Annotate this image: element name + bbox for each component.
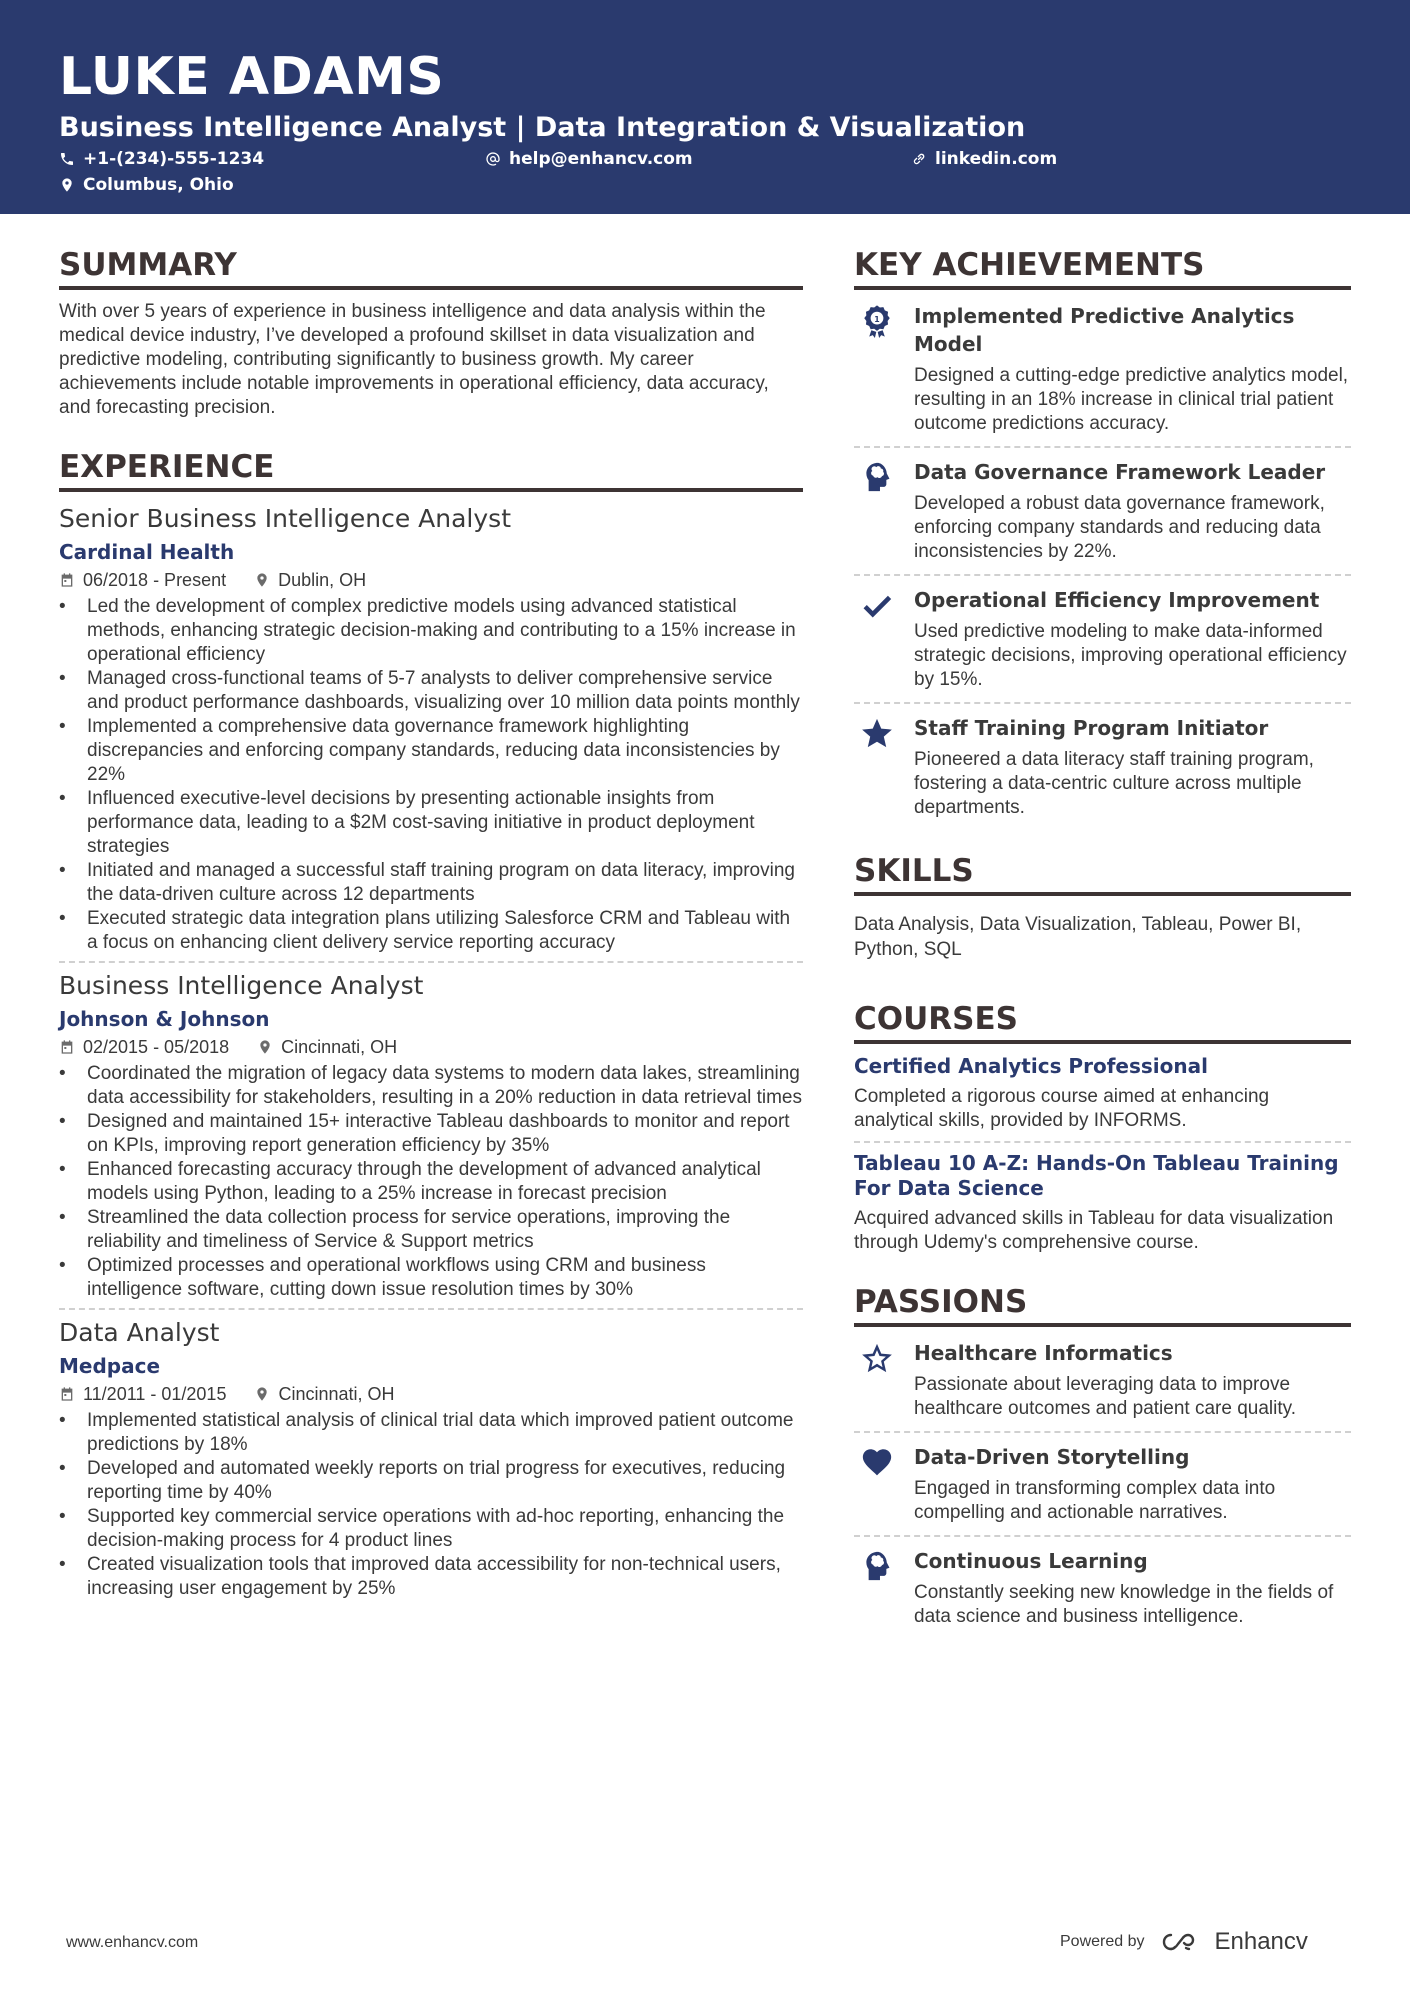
- job-bullet: • Implemented statistical analysis of clinical trial data which improved patient outcome predictions by 18%: [59, 1409, 803, 1457]
- job-location-text: Cincinnati, OH: [281, 1037, 398, 1057]
- experience-entry: [59, 502, 803, 963]
- achievement-body: [914, 586, 1351, 692]
- footer-website[interactable]: www.enhancv.com: [66, 1934, 199, 1951]
- phone-icon: [59, 151, 75, 167]
- experience-section: [59, 446, 803, 1601]
- achievement-item: [854, 292, 1351, 442]
- achievements-section: [854, 244, 1351, 826]
- passion-desc: Engaged in transforming complex data into compelling and actionable narratives.: [914, 1478, 1276, 1523]
- passions-title: PASSIONS: [854, 1281, 1351, 1327]
- job-dates: [59, 1381, 226, 1407]
- entry-divider: [59, 961, 803, 963]
- achievement-desc: Designed a cutting-edge predictive analytics model, resulting in an 18% increase in clinical trial patient outcome predictions accuracy.: [914, 365, 1349, 434]
- location-pin-icon: [59, 177, 75, 193]
- job-dates-text: 06/2018 - Present: [83, 570, 227, 590]
- passion-icon-wrap: [854, 1547, 914, 1629]
- achievement-desc: Developed a robust data governance framework, enforcing company standards and reducing data inconsistencies by 22%.: [914, 493, 1325, 562]
- phone-text: +1-(234)-555-1234: [83, 149, 265, 169]
- passion-body: [914, 1443, 1351, 1525]
- passion-title: Continuous Learning: [914, 1549, 1148, 1573]
- achievement-body: [914, 302, 1351, 436]
- job-company: Medpace: [59, 1354, 161, 1378]
- candidate-name: LUKE ADAMS: [59, 47, 445, 107]
- svg-text:1: 1: [874, 314, 880, 324]
- passion-item: [854, 1329, 1351, 1427]
- job-bullet: • Created visualization tools that improved data accessibility for non-technical users, increasing user engagement by 25%: [59, 1553, 803, 1601]
- job-bullet: • Initiated and managed a successful staff training program on data literacy, improving the data-driven culture across 12 departments: [59, 859, 803, 907]
- passion-body: [914, 1547, 1351, 1629]
- skills-title: SKILLS: [854, 850, 1351, 896]
- achievement-body: [914, 458, 1351, 564]
- job-bullet: • Optimized processes and operational workflows using CRM and business intelligence software, cutting down issue resolution times by 30%: [59, 1254, 803, 1302]
- achievement-icon-wrap: [854, 458, 914, 564]
- job-bullet: • Streamlined the data collection process for service operations, improving the reliability and timeliness of Service & Support metrics: [59, 1206, 803, 1254]
- achievement-icon-wrap: [854, 302, 914, 436]
- job-bullets: [59, 1062, 803, 1302]
- achievement-body: [914, 714, 1351, 820]
- link-text: linkedin.com: [935, 149, 1058, 169]
- location-text: Columbus, Ohio: [83, 175, 234, 195]
- enhancv-logo[interactable]: [1159, 1928, 1308, 1956]
- contact-location: [59, 174, 234, 196]
- achievement-title: Implemented Predictive Analytics Model: [914, 304, 1295, 356]
- item-divider: [854, 1141, 1351, 1143]
- star-filled-icon: [860, 716, 894, 750]
- course-item: [854, 1054, 1351, 1133]
- powered-by-text: Powered by: [1060, 1933, 1145, 1950]
- course-title: Certified Analytics Professional: [854, 1054, 1208, 1078]
- calendar-icon: [59, 572, 75, 588]
- summary-section: [59, 244, 803, 420]
- job-role: Data Analyst: [59, 1318, 220, 1347]
- brand-name: Enhancv: [1214, 1928, 1308, 1955]
- experience-entry: [59, 1316, 803, 1601]
- job-location: [254, 567, 366, 593]
- location-pin-icon: [254, 1386, 270, 1402]
- job-location-text: Dublin, OH: [278, 570, 367, 590]
- course-title: Tableau 10 A-Z: Hands-On Tableau Training For Data Science: [854, 1151, 1339, 1200]
- job-bullets: [59, 1409, 803, 1601]
- summary-text: With over 5 years of experience in business intelligence and data analysis within the medical device industry, I’ve developed a profound skillset in data visualization and predictive modeling, contributing significantly to business growth. My career achievements include notable improvements in operational efficiency, data accuracy, and forecasting precision.: [59, 301, 769, 418]
- contact-email[interactable]: [485, 148, 693, 170]
- job-bullet: • Implemented a comprehensive data governance framework highlighting discrepancies and enforcing company standards, reducing data inconsistencies by 22%: [59, 715, 803, 787]
- job-bullet: • Coordinated the migration of legacy data systems to modern data lakes, streamlining data accessibility for stakeholders, resulting in a 20% reduction in data retrieval times: [59, 1062, 803, 1110]
- location-pin-icon: [257, 1039, 273, 1055]
- star-outline-icon: [860, 1341, 894, 1375]
- job-company: Johnson & Johnson: [59, 1007, 270, 1031]
- passion-icon-wrap: [854, 1443, 914, 1525]
- passions-section: [854, 1281, 1351, 1635]
- achievement-title: Staff Training Program Initiator: [914, 716, 1269, 740]
- head-brain-icon: [860, 460, 894, 494]
- skills-section: [854, 850, 1351, 962]
- achievement-title: Data Governance Framework Leader: [914, 460, 1326, 484]
- passion-icon-wrap: [854, 1339, 914, 1421]
- contact-phone: [59, 148, 264, 170]
- contact-link[interactable]: [911, 148, 1057, 170]
- passion-desc: Passionate about leveraging data to improve healthcare outcomes and patient care quality.: [914, 1374, 1296, 1419]
- job-meta: [59, 1381, 803, 1407]
- achievement-item: [854, 704, 1351, 826]
- skills-text: Data Analysis, Data Visualization, Tableau, Power BI, Python, SQL: [854, 914, 1302, 960]
- job-bullet: • Designed and maintained 15+ interactive Tableau dashboards to monitor and report on KPIs, improving report generation efficiency by 35%: [59, 1110, 803, 1158]
- job-bullet: • Enhanced forecasting accuracy through the development of advanced analytical models using Python, leading to a 25% increase in forecast precision: [59, 1158, 803, 1206]
- achievement-desc: Used predictive modeling to make data-informed strategic decisions, improving operational efficiency by 15%.: [914, 621, 1347, 690]
- job-location-text: Cincinnati, OH: [278, 1384, 395, 1404]
- job-bullet: • Supported key commercial service operations with ad-hoc reporting, enhancing the decision-making process for 4 product lines: [59, 1505, 803, 1553]
- course-item: [854, 1151, 1351, 1255]
- calendar-icon: [59, 1386, 75, 1402]
- achievement-icon-wrap: [854, 714, 914, 820]
- achievements-title: KEY ACHIEVEMENTS: [854, 244, 1351, 290]
- left-column: [59, 244, 803, 1601]
- job-role: Senior Business Intelligence Analyst: [59, 504, 511, 533]
- job-bullets: [59, 595, 803, 955]
- courses-title: COURSES: [854, 998, 1351, 1044]
- job-dates: [59, 1034, 229, 1060]
- calendar-icon: [59, 1039, 75, 1055]
- passion-body: [914, 1339, 1351, 1421]
- passion-title: Data-Driven Storytelling: [914, 1445, 1190, 1469]
- job-dates-text: 02/2015 - 05/2018: [83, 1037, 230, 1057]
- job-role: Business Intelligence Analyst: [59, 971, 424, 1000]
- award-ribbon-icon: [860, 304, 894, 338]
- course-desc: Acquired advanced skills in Tableau for data visualization through Udemy's comprehensive course.: [854, 1208, 1334, 1253]
- achievement-item: [854, 576, 1351, 698]
- checkmark-icon: [860, 588, 894, 622]
- job-location: [257, 1034, 397, 1060]
- email-text: help@enhancv.com: [509, 149, 693, 169]
- entry-divider: [59, 1308, 803, 1310]
- job-dates-text: 11/2011 - 01/2015: [83, 1384, 227, 1404]
- passion-item: [854, 1433, 1351, 1531]
- achievement-icon-wrap: [854, 586, 914, 692]
- job-bullet: • Executed strategic data integration plans utilizing Salesforce CRM and Tableau with a focus on enhancing client delivery service reporting accuracy: [59, 907, 803, 955]
- achievement-item: [854, 448, 1351, 570]
- heart-icon: [860, 1445, 894, 1479]
- job-bullet: • Influenced executive-level decisions by presenting actionable insights from performance data, leading to a $2M cost-saving initiative in product deployment strategies: [59, 787, 803, 859]
- at-sign-icon: [485, 151, 501, 167]
- location-pin-icon: [254, 572, 270, 588]
- right-column: [854, 244, 1351, 1635]
- infinity-logo-icon: [1159, 1930, 1205, 1954]
- course-desc: Completed a rigorous course aimed at enhancing analytical skills, provided by INFORMS.: [854, 1086, 1270, 1131]
- passion-title: Healthcare Informatics: [914, 1341, 1173, 1365]
- candidate-headline: Business Intelligence Analyst | Data Integration & Visualization: [59, 112, 1026, 143]
- job-bullet: • Led the development of complex predictive models using advanced statistical methods, enhancing strategic decision-making and contributing to a 15% increase in operational efficiency: [59, 595, 803, 667]
- experience-entry: [59, 969, 803, 1310]
- achievement-title: Operational Efficiency Improvement: [914, 588, 1320, 612]
- job-location: [254, 1381, 394, 1407]
- footer-branding: [1060, 1928, 1308, 1956]
- job-dates: [59, 567, 226, 593]
- job-bullet: • Managed cross-functional teams of 5-7 analysts to deliver comprehensive service and product performance dashboards, visualizing over 10 million data points monthly: [59, 667, 803, 715]
- achievement-desc: Pioneered a data literacy staff training program, fostering a data-centric culture across multiple departments.: [914, 749, 1314, 818]
- experience-title: EXPERIENCE: [59, 446, 803, 492]
- link-icon: [911, 151, 927, 167]
- job-meta: [59, 1034, 803, 1060]
- summary-title: SUMMARY: [59, 244, 803, 290]
- job-meta: [59, 567, 803, 593]
- head-brain-icon: [860, 1549, 894, 1583]
- job-bullet: • Developed and automated weekly reports on trial progress for executives, reducing reporting time by 40%: [59, 1457, 803, 1505]
- courses-section: [854, 998, 1351, 1255]
- passion-item: [854, 1537, 1351, 1635]
- job-company: Cardinal Health: [59, 540, 235, 564]
- resume-header: [0, 0, 1410, 214]
- passion-desc: Constantly seeking new knowledge in the fields of data science and business intelligence.: [914, 1582, 1334, 1627]
